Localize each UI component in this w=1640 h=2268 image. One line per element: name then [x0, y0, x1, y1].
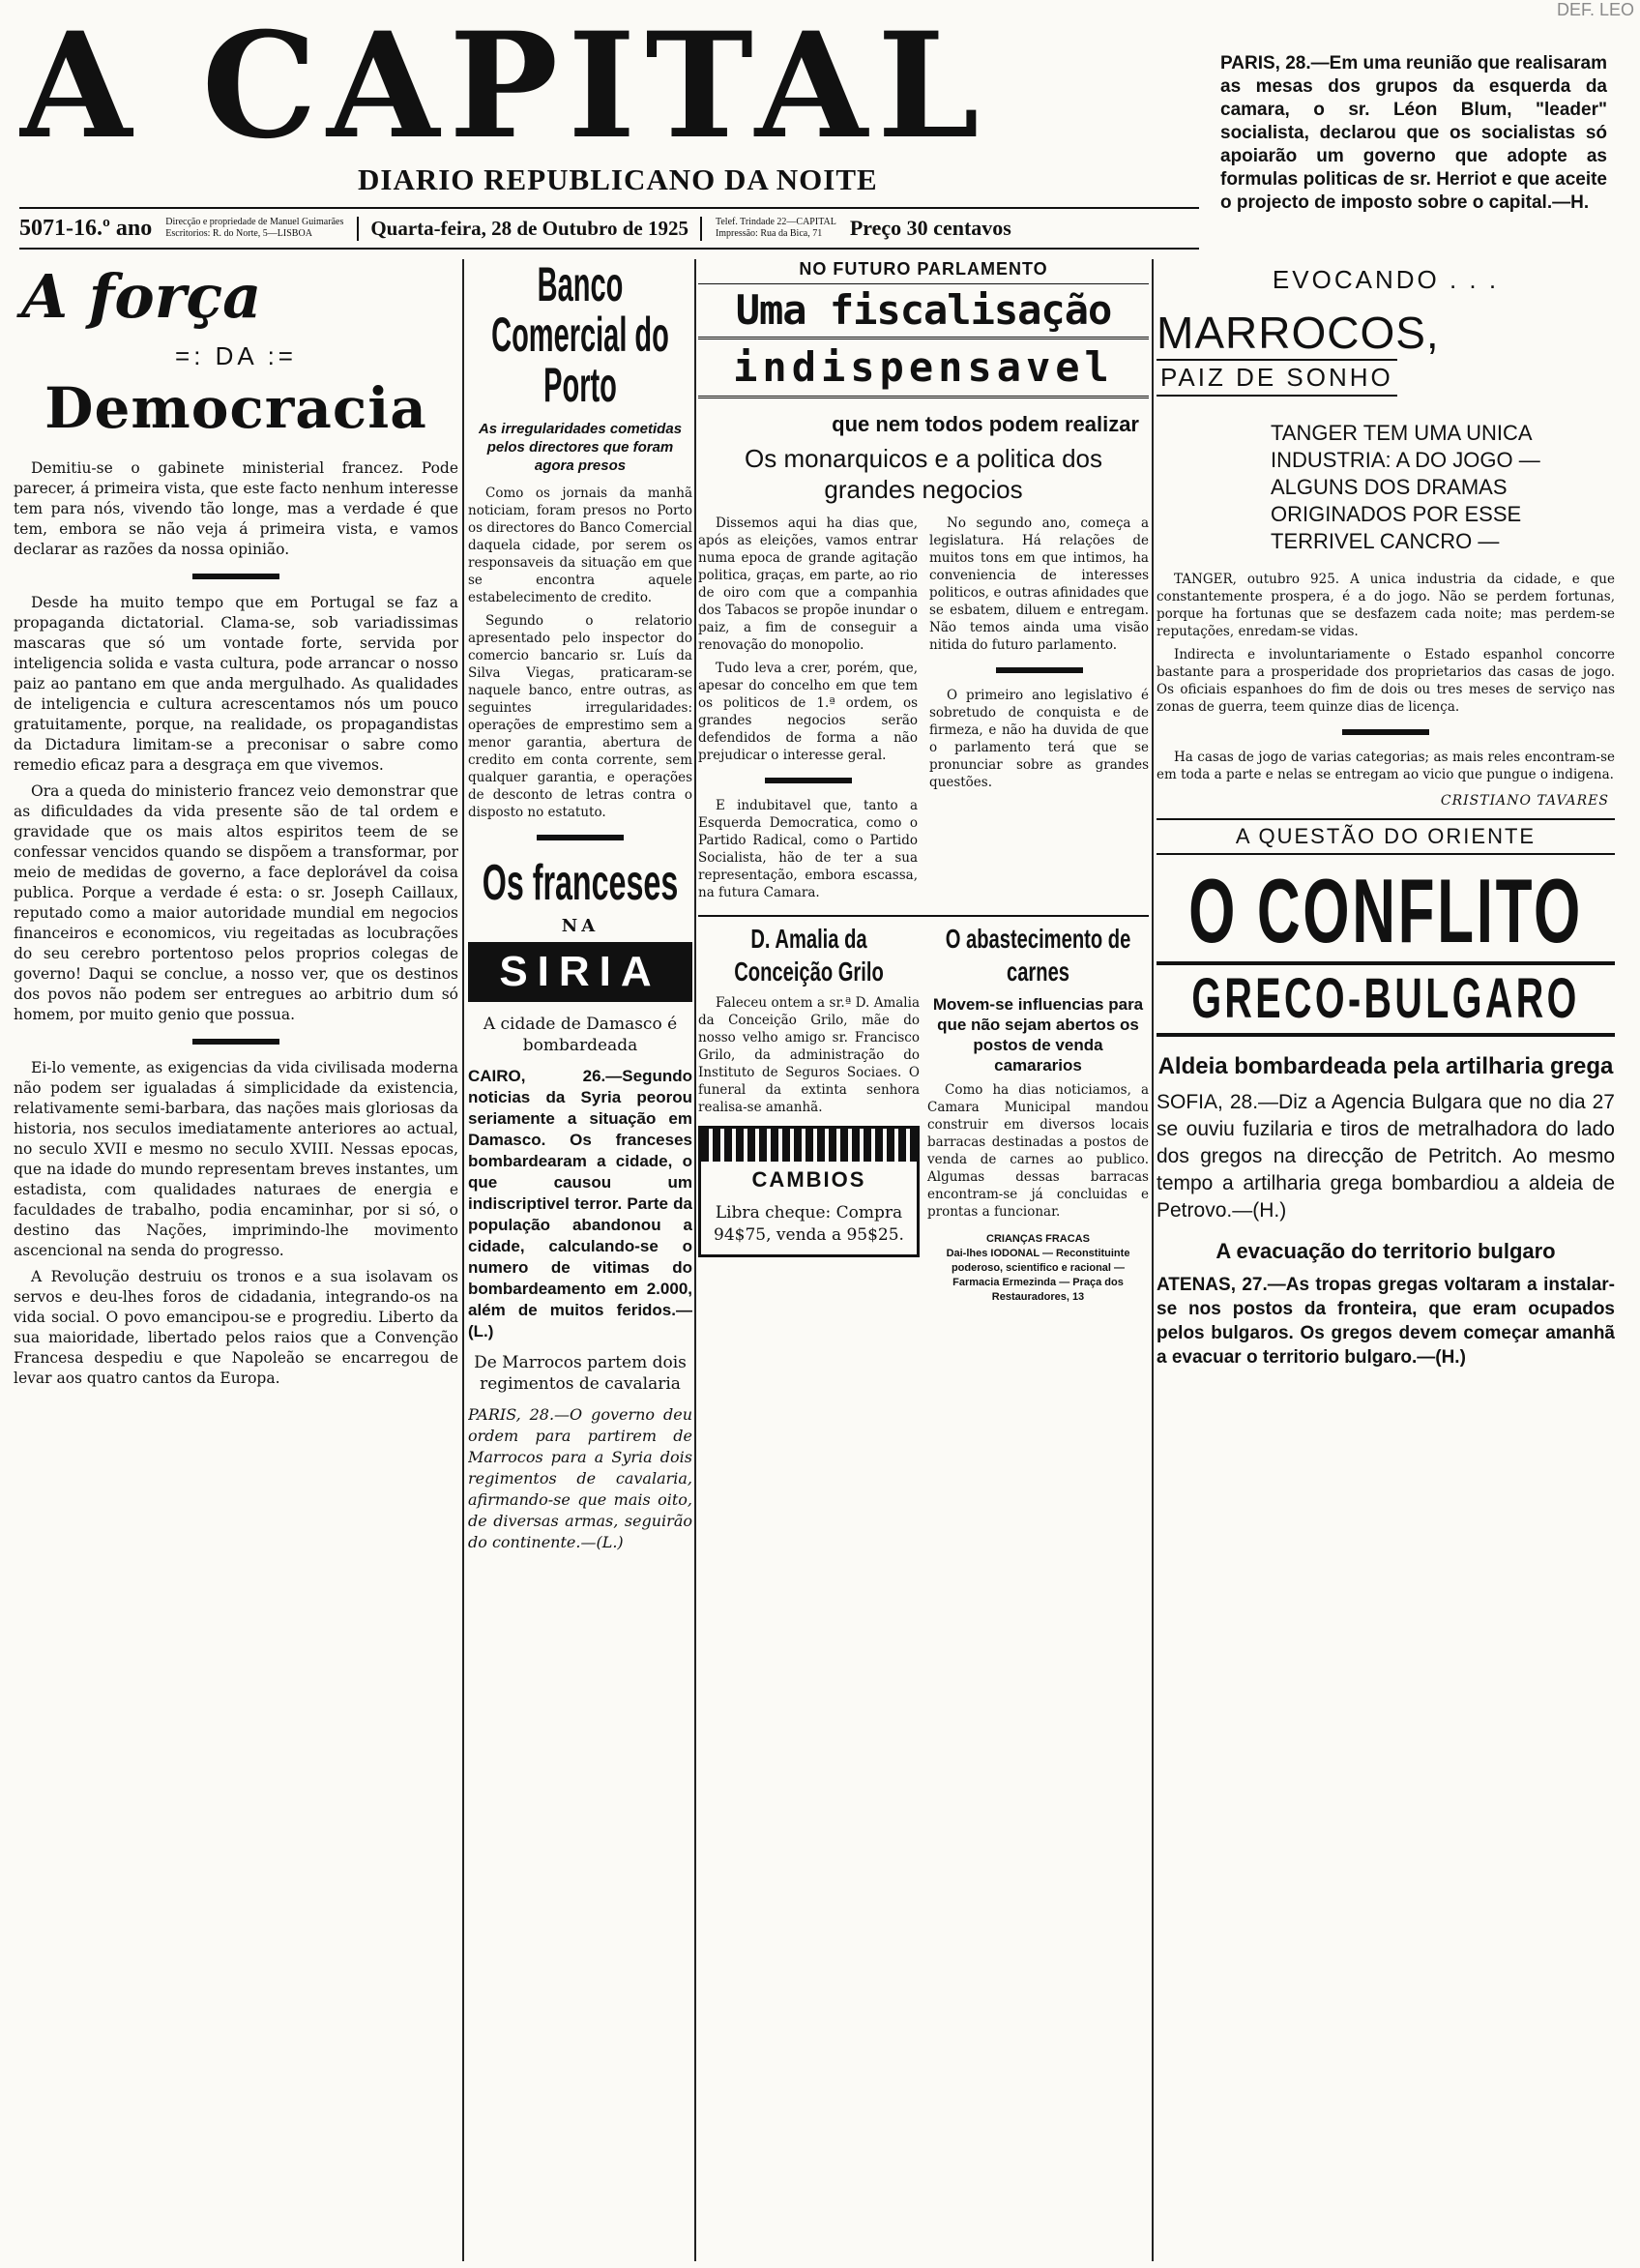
article-subtitle: As irregularidades cometidas pelos directores que foram agora presos: [478, 421, 683, 474]
article-paragraph: SOFIA, 28.—Diz a Agencia Bulgara que no dia 27 se ouviu fuzilaria e tiros de metralhadora do lado dos gregos na direcção de Petritch. Ao mesmo tempo a artilharia grega bombardiou a aldeia de Petrovo.—(H.): [1157, 1091, 1615, 1222]
article-title: indispensavel: [698, 339, 1149, 398]
article-paragraph: Demitiu-se o gabinete ministerial francez. Pode parecer, á primeira vista, que este facto nenhum interesse tem para nós, vivendo tão longe, mas a verdade é que tem, embora se não veja á primeira vista, e vamos declarar as razões da nossa opinião.: [14, 459, 458, 558]
section-kicker: A QUESTÃO DO ORIENTE: [1157, 818, 1615, 855]
article-subtitle: De Marrocos partem dois regimentos de cavalaria: [474, 1353, 687, 1394]
article-paragraph: No segundo ano, começa a legislatura. Há relações de muitos tons em que intimos, ha conveniencia de interesses politicos, e outras afinidades que se esbatem, diluem e entregam. Não temos ainda uma visão nitida do futuro parlamento.: [929, 515, 1149, 653]
article-paragraph: E indubitavel que, tanto a Esquerda Democratica, como o Partido Radical, como o Partido Socialista, hão de ter a sua representação, embora escassa, na futura Camara.: [698, 798, 918, 900]
article-subtitle: Os monarquicos e a politica dos grandes negocios: [745, 444, 1102, 504]
article-paragraph: O primeiro ano legislativo é sobretudo de conquista e de firmeza, e não ha duvida de que o parlamento terá que se pronunciar sobre as grandes questões.: [929, 688, 1149, 790]
article-title-box: SIRIA: [468, 942, 692, 1002]
sub-articles: [698, 915, 1149, 1305]
article-paragraph: Segundo o relatorio apresentado pelo inspector do comercio bancario sr. Luís da Silva Viegas, praticaram-se naquele banco, entre outras, as seguintes irregularidades: operações de emprestimo sem a menor garantia, abertura de credito em conta corrente, sem qualquer garantia, e operações de desconto de letras contra o disposto no estatuto.: [468, 613, 692, 820]
article-kicker: EVOCANDO . . .: [1272, 265, 1500, 294]
exchange-rate: Libra cheque: Compra 94$75, venda a 95$25.: [714, 1203, 904, 1245]
article-subtitle: PAIZ DE SONHO: [1157, 359, 1397, 397]
article-paragraph: Faleceu ontem a sr.ª D. Amalia da Conceição Grilo, mãe do nosso velho amigo sr. Francisco Grilo, da administração do Instituto de Seguros Sociaes. O funeral da extinta senhora realisa-se amanhã.: [698, 995, 920, 1115]
article-kicker: NO FUTURO PARLAMENTO: [698, 259, 1149, 284]
separator: [996, 667, 1083, 673]
column-democracia: [14, 259, 458, 2261]
exchange-title: CAMBIOS: [751, 1167, 866, 1192]
column-banco: [468, 259, 692, 2261]
column-marrocos: [1157, 259, 1615, 2261]
article-subtitle: A evacuação do territorio bulgaro: [1215, 1239, 1556, 1263]
article-subtitle: A cidade de Damasco é bombardeada: [483, 1015, 678, 1055]
article-paragraph: Ha casas de jogo de varias categorias; as mais reles encontram-se em toda a parte e nelas se entregam ao vicio que pungue o indigena.: [1157, 750, 1615, 782]
article-paragraph: Dissemos aqui ha dias que, após as eleições, vamos entrar numa epoca de grande agitação politica, graças, em parte, ao rio de oiro com que a companhia dos Tabacos se propõe inundar o paiz, a fim de conseguir a renovação do monopolio.: [698, 515, 918, 653]
article-paragraph: Como os jornais da manhã noticiam, foram presos no Porto os directores do Banco Comercial daquela cidade, por serem os responsaveis da situação em que se encontra aquele estabelecimento de credito.: [468, 486, 692, 605]
article-title: Banco Comercial do Porto: [491, 259, 669, 412]
news-bulletin: CAIRO, 26.—Segundo noticias da Syria peorou seriamente a situação em Damasco. Os franceses bombardearam a cidade, o que causou um indiscriptivel terror. Parte da população abandonou a cidade, calculando-se o numero de vitimas do bombardeamento em 2.000, além de muitos feridos.—(L.): [468, 1067, 692, 1340]
article-title: MARROCOS,: [1157, 308, 1440, 358]
issue-date: Quarta-feira, 28 de Outubro de 1925: [357, 217, 702, 241]
advertisement-title: CRIANÇAS FRACAS: [986, 1233, 1090, 1245]
separator: [537, 835, 624, 840]
separator: [192, 574, 279, 579]
article-paragraph: Ei-lo vemente, as exigencias da vida civilisada moderna não podem ser igualadas á simplicidade da existencia, relativamente semi-barbara, das nações mais gloriosas da historia, nos seculos imediatamente anteriores ao actual, no seculo XVII e mesmo no seculo XVIII. Nessas epocas, que na idade do mundo representam breves instantes, um estadista, com qualidades naturaes de energia e faculdades de trabalho, podia encaminhar, por si só, o destino das Nações, imprimindo-lhe movimento ascencional na senda do progresso.: [14, 1059, 458, 1259]
separator: [1342, 729, 1429, 735]
article-paragraph: TANGER, outubro 925. A unica industria da cidade, e que constantemente prospera, é a do jogo. Não se perdem fortunas, porque ha fortunas que se desfazem cada noite; mas perdem-se reputações, enredam-se vidas.: [1157, 572, 1615, 639]
info-bar: [19, 207, 1199, 250]
article-subtitle: Movem-se influencias para que não sejam abertos os postos de venda camararios: [932, 995, 1144, 1075]
issue-price: Preço 30 centavos: [849, 216, 1011, 240]
article-subtitle: Aldeia bombardeada pela artilharia grega: [1157, 1053, 1614, 1079]
article-paragraph: ATENAS, 27.—As tropas gregas voltaram a instalar-se nos postos da fronteira, que eram ocupados pelos bulgaros. Os gregos devem começar amanhã a evacuar o territorio bulgaro.—(H.): [1157, 1275, 1615, 1368]
obituary-article: [698, 923, 920, 1305]
advertisement-text: Dai-lhes IODONAL — Reconstituinte poderoso, scientifico e racional — Farmacia Ermezinda — Praça dos Restauradores, 13: [946, 1248, 1130, 1303]
column-rule: [1152, 259, 1154, 2261]
article-title: Democracia: [44, 375, 427, 441]
article-title: A força: [21, 261, 262, 332]
direction-info: Direcção e propriedade de Manuel Guimarães Escritorios: R. do Norte, 5—LISBOA: [165, 217, 344, 239]
article-subtitle: TANGER TEM UMA UNICA INDUSTRIA: A DO JOGO — ALGUNS DOS DRAMAS ORIGINADOS POR ESSE TERRIVEL CANCRO —: [1271, 421, 1540, 553]
article-paragraph: Ora a queda do ministerio francez veio demonstrar que as dificuldades da vida presente são de tal ordem e gravidade que os mais altos espiritos teem de se confessar vencidos quando se dispõem a transformar, por meio de medidas de governo, a face deplorável da coisa publica. Porque a verdade é esta: o sr. Joseph Caillaux, reputado como a maior autoridade mundial em negocios financeiros e economicos, viu regeitadas as locubrações do seu cerebro portentoso pelos proprios colegas de governo! Daqui se conclue, a nosso ver, que os destinos dos povos não podem ser entregues ao arbitrio dum só homem, por muito genio que possua.: [14, 782, 458, 1023]
article-paragraph: Indirecta e involuntariamente o Estado espanhol concorre bastante para a prosperidade dos proprietarios das casas de jogo. Os oficiais espanhoes do fim de dois ou tres meses de serviço nas zonas de guerra, teem quinze dias de licença.: [1157, 647, 1615, 715]
decorative-band: [701, 1129, 917, 1162]
issue-number: 5071-16.º ano: [19, 215, 153, 241]
article-title: Uma fiscalisação: [698, 284, 1149, 339]
archive-stamp: DEF. LEO: [1556, 0, 1634, 19]
article-paragraph: Tudo leva a crer, porém, que, apesar do concelho em que tem os politicos de 1.ª ordem, os grandes negocios serão defendidos de forma a não prejudicar o interesse geral.: [698, 661, 918, 763]
article-body: [698, 515, 1149, 907]
article-title: O CONFLITO: [1188, 860, 1583, 961]
article-title: Os franceses: [482, 855, 679, 911]
article-title-connector: NA: [561, 916, 600, 936]
column-rule: [694, 259, 696, 2261]
article-paragraph: A Revolução destruiu os tronos e a sua isolavam os servos e deu-lhes foros de cidadania, integrando-os na vida social. O povo emancipou-se e progrediu. Liberto da sua maioridade, libertado pelos raios que a Convenção Francesa despediu e que Napoleão se encarregou de levar aos quatro cantos da Europa.: [14, 1268, 458, 1387]
article-subtitle: que nem todos podem realizar: [832, 412, 1139, 436]
flash-news: PARIS, 28.—Em uma reunião que realisaram as mesas dos grupos da esquerda da camara, o sr. Léon Blum, "leader" socialista, declarou que os socialistas só apoiarão um governo que adopte as formulas politicas de sr. Herriot e que aceite o projecto de imposto sobre o capital.—H.: [1220, 53, 1607, 213]
article-title: D. Amalia da Conceição Grilo: [734, 924, 884, 987]
column-rule: [462, 259, 464, 2261]
column-parlamento: [698, 259, 1149, 2261]
article-title-connector: =: DA :=: [175, 341, 297, 370]
article-title: O abastecimento de carnes: [945, 924, 1131, 987]
article-paragraph: Desde ha muito tempo que em Portugal se faz a propaganda dictatorial. Clama-se, sob variadissimas mascaras que só um vontade forte, servida por inteligencia solida e vasta cultura, pode arrancar o nosso paiz ao pantano em que anda mergulhado. As qualidades de inteligencia e cultura acrescentamos nós um pouco gratuitamente, porque, na realidade, os propagandistas da Dictadura limitam-se a preconisar o sabre como remedio eficaz para a desgraça em que vivemos.: [14, 594, 458, 774]
exchange-box: [698, 1126, 920, 1257]
article-paragraph: Como ha dias noticiamos, a Camara Municipal mandou construir em diversos locais barracas destinadas a postos de venda de carnes ao publico. Algumas dessas barracas encontram-se já concluidas e prontas a funcionar.: [927, 1082, 1149, 1220]
separator: [192, 1039, 279, 1045]
author-signature: CRISTIANO TAVARES: [1440, 793, 1609, 809]
contact-info: Telef. Trindade 22—CAPITAL Impressão: Rua da Bica, 71: [715, 217, 836, 239]
meat-supply-article: [927, 923, 1149, 1305]
article-paragraph: PARIS, 28.—O governo deu ordem para partirem de Marrocos para a Syria dois regimentos de cavalaria, afirmando-se que mais oito, de diversas armas, seguirão do continente.—(L.): [468, 1405, 692, 1551]
newspaper-title: A CAPITAL: [19, 14, 989, 159]
separator: [765, 778, 852, 783]
article-title: GRECO-BULGARO: [1157, 961, 1615, 1037]
newspaper-subtitle: DIARIO REPUBLICANO DA NOITE: [358, 162, 878, 196]
